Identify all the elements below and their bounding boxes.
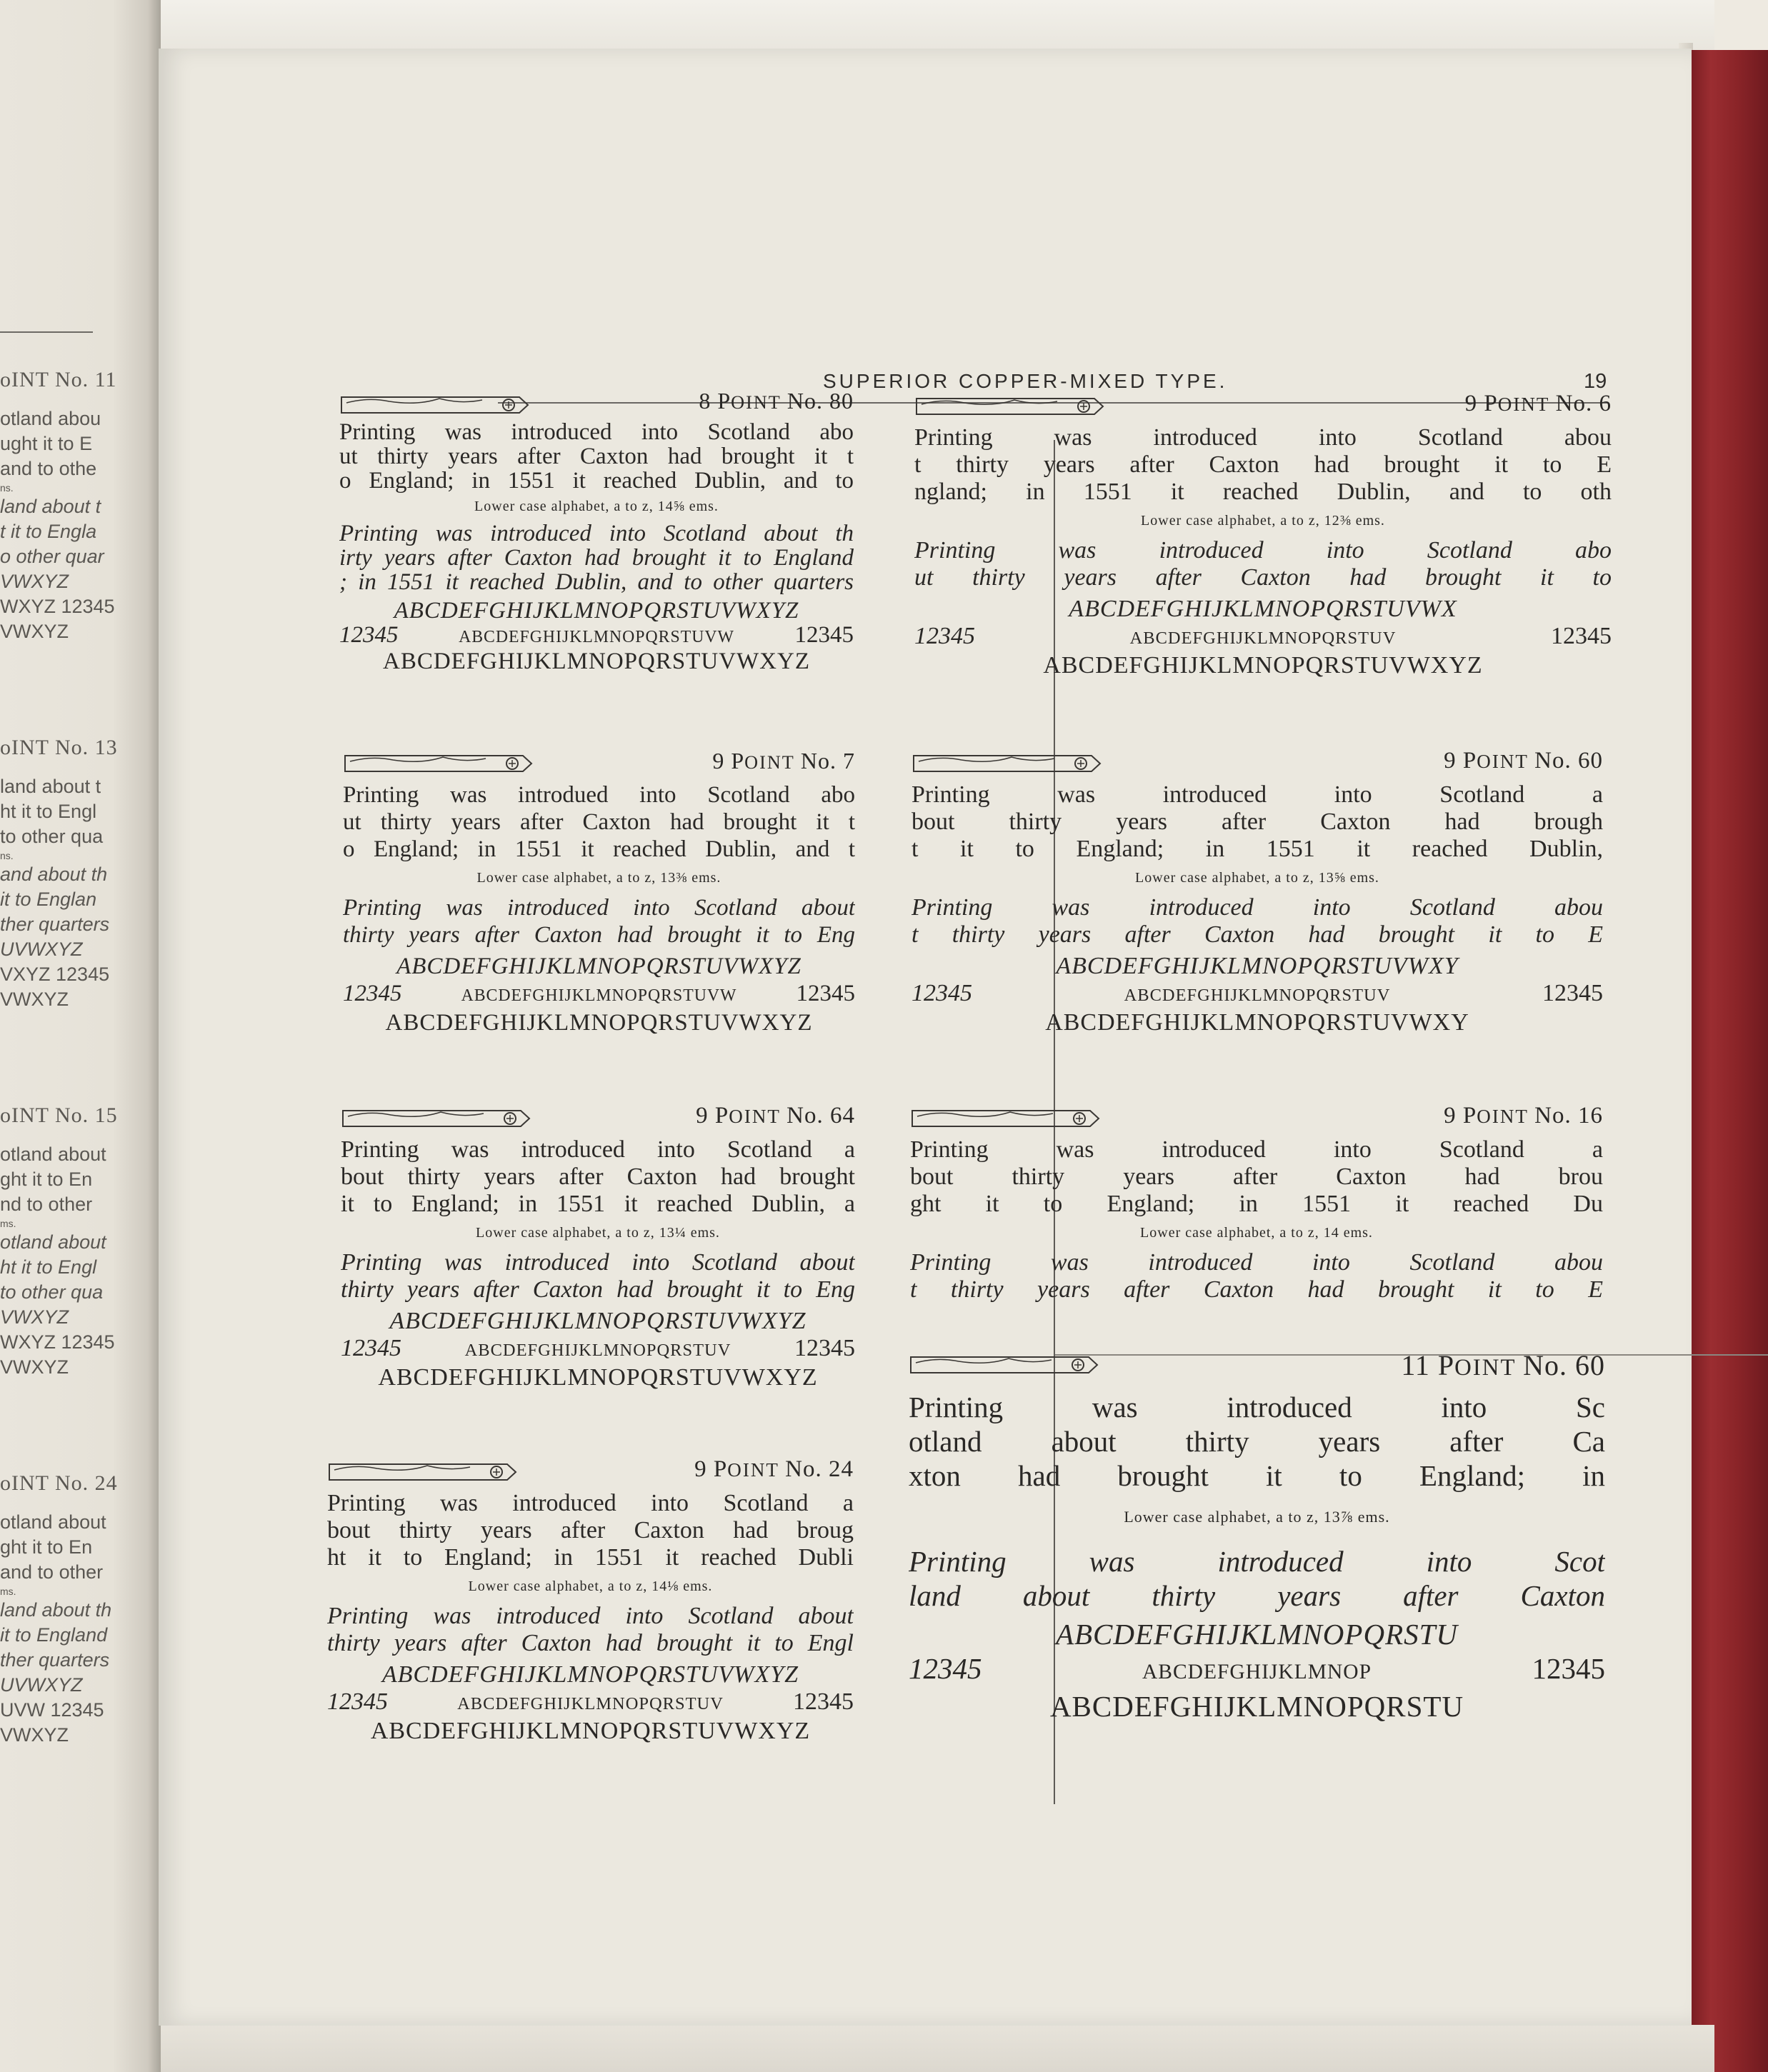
book-cover-right [1692, 50, 1768, 2072]
specimen-roman-line: ht it to England; in 1551 it reached Dubli [327, 1544, 854, 1571]
book-top-edge [107, 0, 1714, 50]
specimen-small-caps: ABCDEFGHIJKLMNOP [1142, 1661, 1372, 1683]
specimen-point-size: 8 [699, 388, 718, 414]
specimen-italic-line: t thirty years after Caxton had brought it to E [910, 1276, 1603, 1303]
specimen-roman-line: ngland; in 1551 it reached Dublin, and to oth [914, 479, 1612, 505]
specimen-italic-caps: ABCDEFGHIJKLMNOPQRSTUVWXYZ [394, 599, 799, 623]
specimen-roman-line: o England; in 1551 it reached Dublin, and to [339, 469, 854, 493]
specimen-small-caps: ABCDEFGHIJKLMNOPQRSTUV [1124, 986, 1391, 1005]
left-page-line: ht it to Engl [0, 1256, 97, 1278]
specimen-title [1444, 747, 1603, 775]
specimen-title [696, 1102, 855, 1130]
page-number: 19 [1584, 370, 1607, 393]
left-page-heading: oINT No. 13 [0, 736, 118, 759]
specimen-9pt-60 [912, 747, 1603, 1036]
left-page-line: UVWXYZ [0, 939, 83, 960]
left-page-line: ght it to En [0, 1168, 93, 1190]
left-page-line: otland about [0, 1511, 106, 1533]
specimen-figures-row [343, 980, 855, 1009]
specimen-title [1444, 1102, 1603, 1130]
type-gauge-icon [910, 1105, 1103, 1131]
specimen-11pt-60 [909, 1348, 1605, 1723]
specimen-roman-caps: ABCDEFGHIJKLMNOPQRSTUVWXYZ [1043, 652, 1483, 679]
specimen-point-label: P [714, 1103, 729, 1128]
specimen-italic-figures: 12345 [327, 1688, 388, 1715]
specimen-roman-line: Printing was introduced into Scotland a [341, 1136, 855, 1163]
specimen-italic-caps: ABCDEFGHIJKLMNOPQRSTUVWX [1069, 596, 1457, 622]
book-bottom-edge [114, 2025, 1714, 2072]
specimen-italic-line: t thirty years after Caxton had brought it to E [912, 921, 1603, 948]
left-page-line: otland about [0, 1231, 106, 1253]
specimen-figures-row [912, 980, 1603, 1009]
specimen-italic-figures: 12345 [912, 980, 972, 1006]
specimen-heading [912, 747, 1603, 781]
specimen-italic-line: ; in 1551 it reached Dublin, and to other quarters [339, 570, 854, 594]
specimen-roman-caps: ABCDEFGHIJKLMNOPQRSTUVWXYZ [378, 1364, 818, 1391]
left-page-line: ms. [0, 1586, 16, 1597]
specimen-number: No. 16 [1534, 1103, 1603, 1128]
specimen-roman-figures: 12345 [794, 1335, 855, 1361]
left-page-line: ught it to E [0, 433, 93, 454]
specimen-roman-caps: ABCDEFGHIJKLMNOPQRSTUVWXYZ [370, 1718, 811, 1744]
specimen-italic-line: land about thirty years after Caxton [909, 1579, 1605, 1612]
left-page-line: WXYZ 12345 [0, 596, 115, 617]
specimen-roman-line: ut thirty years after Caxton had brought it t [339, 444, 854, 469]
specimen-point-label-rest: OINT [727, 1459, 786, 1481]
specimen-small-caps: ABCDEFGHIJKLMNOPQRSTUV [1129, 629, 1397, 648]
specimen-point-label: P [713, 1456, 728, 1482]
specimen-roman-line: Printing was introduced into Scotland a [910, 1136, 1603, 1163]
specimen-roman-line: Printing was introduced into Sc [909, 1391, 1605, 1423]
left-page-line: nd to other [0, 1193, 93, 1215]
specimen-roman-figures: 12345 [1532, 1652, 1605, 1685]
type-gauge-icon [339, 391, 532, 417]
left-page-line: land about t [0, 496, 101, 517]
specimen-heading [909, 1348, 1605, 1390]
specimen-figures-row [341, 1335, 855, 1364]
specimen-roman-line: Printing was introduced into Scotland a [912, 781, 1603, 808]
type-gauge-icon [909, 1351, 1102, 1377]
left-page-line: ght it to En [0, 1536, 93, 1558]
specimen-italic-line: thirty years after Caxton had brought it to Engl [327, 1630, 854, 1656]
running-head: SUPERIOR COPPER-MIXED TYPE. [823, 370, 1228, 392]
left-page-line: and to othe [0, 458, 97, 479]
specimen-point-label-rest: OINT [729, 1106, 787, 1127]
specimen-point-size: 9 [1464, 391, 1484, 416]
specimen-roman-line: bout thirty years after Caxton had brough [912, 809, 1603, 835]
specimen-title [694, 1456, 854, 1483]
specimen-roman-line: t it to England; in 1551 it reached Dublin, [912, 836, 1603, 862]
specimen-italic-line: Printing was introduced into Scotland abou [910, 1249, 1603, 1276]
left-page-line: VWXYZ [0, 571, 69, 592]
specimen-title [699, 389, 854, 415]
specimen-note: Lower case alphabet, a to z, 13⅞ ems. [1124, 1508, 1390, 1526]
specimen-italic-figures: 12345 [341, 1335, 401, 1361]
left-page-line: VXYZ 12345 [0, 964, 110, 985]
left-page-rule [0, 331, 93, 333]
left-page-line: ht it to Engl [0, 801, 97, 822]
left-page-line: ns. [0, 850, 14, 861]
left-page-heading: oINT No. 15 [0, 1103, 118, 1127]
specimen-italic-caps: ABCDEFGHIJKLMNOPQRSTUVWXYZ [396, 954, 801, 979]
specimen-roman-line: bout thirty years after Caxton had brou [910, 1163, 1603, 1190]
specimen-note: Lower case alphabet, a to z, 13¼ ems. [476, 1225, 720, 1241]
specimen-8pt-80 [339, 389, 854, 674]
specimen-title [1465, 390, 1612, 418]
specimen-roman-figures: 12345 [792, 1688, 854, 1715]
specimen-9pt-7 [343, 747, 855, 1036]
specimen-roman-caps: ABCDEFGHIJKLMNOPQRSTUVWXY [1045, 1009, 1469, 1036]
specimen-number: No. 6 [1555, 391, 1612, 416]
specimen-point-label-rest: OINT [1477, 1106, 1535, 1127]
specimen-roman-line: bout thirty years after Caxton had broug [327, 1517, 854, 1543]
specimen-note: Lower case alphabet, a to z, 14⅝ ems. [474, 499, 719, 514]
specimen-note: Lower case alphabet, a to z, 13⅝ ems. [1135, 870, 1379, 886]
left-page-line: UVWXYZ [0, 1674, 83, 1696]
left-page-line: and about th [0, 864, 108, 885]
left-page-heading: oINT No. 24 [0, 1471, 118, 1495]
specimen-roman-line: xton had brought it to England; in [909, 1459, 1605, 1492]
left-page-line: VWXYZ [0, 1724, 69, 1746]
left-page-line: ms. [0, 1218, 16, 1229]
specimen-point-label-rest: OINT [744, 752, 801, 773]
type-gauge-icon [912, 750, 1104, 776]
left-page-line: WXYZ 12345 [0, 1331, 115, 1353]
specimen-figures-row [339, 623, 854, 649]
type-gauge-icon [914, 393, 1107, 419]
specimen-italic-caps: ABCDEFGHIJKLMNOPQRSTUVWXY [1056, 953, 1459, 979]
specimen-roman-figures: 12345 [794, 622, 854, 648]
specimen-point-size: 9 [694, 1456, 714, 1482]
specimen-italic-line: Printing was introduced into Scotland about th [339, 521, 854, 546]
specimen-point-label: P [1484, 391, 1498, 416]
left-page-specimen [0, 368, 117, 644]
specimen-point-size: 9 [1444, 748, 1463, 774]
specimen-small-caps: ABCDEFGHIJKLMNOPQRSTUVW [461, 986, 737, 1005]
specimen-point-size: 11 [1401, 1349, 1438, 1381]
left-page-line: ns. [0, 482, 14, 494]
left-page-line: VWXYZ [0, 621, 69, 642]
specimen-9pt-6 [914, 390, 1612, 679]
specimen-9pt-16 [910, 1102, 1603, 1303]
specimen-italic-line: irty years after Caxton had brought it to England [339, 546, 854, 570]
specimen-point-label-rest: OINT [1477, 751, 1535, 772]
specimen-point-label-rest: OINT [1454, 1355, 1524, 1381]
specimen-italic-line: Printing was introduced into Scotland about [341, 1249, 855, 1276]
left-page-line: it to England [0, 1624, 108, 1646]
left-page-line: VWXYZ [0, 989, 69, 1010]
specimen-figures-row [914, 623, 1612, 652]
left-page-line: t it to Engla [0, 521, 97, 542]
specimen-number: No. 64 [786, 1103, 855, 1128]
type-gauge-icon [341, 1105, 534, 1131]
specimen-italic-line: ut thirty years after Caxton had brought it to [914, 564, 1612, 591]
left-page-line: o other quar [0, 546, 104, 567]
specimen-italic-figures: 12345 [343, 981, 402, 1006]
left-page-line: ther quarters [0, 1649, 110, 1671]
specimen-roman-line: Printing was introduced into Scotland abo [339, 420, 854, 444]
specimen-point-label: P [1462, 748, 1477, 774]
specimen-figures-row [327, 1688, 854, 1718]
specimen-small-caps: ABCDEFGHIJKLMNOPQRSTUV [464, 1341, 731, 1360]
specimen-roman-line: it to England; in 1551 it reached Dublin, a [341, 1191, 855, 1217]
specimen-point-label-rest: OINT [731, 392, 787, 413]
specimen-point-size: 9 [712, 748, 731, 774]
specimen-title [712, 747, 855, 776]
specimen-title [1401, 1348, 1605, 1385]
specimen-point-label: P [1462, 1103, 1477, 1128]
type-gauge-icon [327, 1458, 520, 1484]
specimen-italic-figures: 12345 [914, 623, 975, 649]
specimen-small-caps: ABCDEFGHIJKLMNOPQRSTUVW [459, 628, 734, 646]
left-page-line: to other qua [0, 1281, 104, 1303]
specimen-point-label: P [1437, 1349, 1455, 1381]
left-page-line: land about th [0, 1599, 112, 1621]
specimen-roman-line: Printing was introduced into Scotland abou [914, 424, 1612, 451]
specimen-roman-caps: ABCDEFGHIJKLMNOPQRSTU [1049, 1690, 1464, 1723]
specimen-italic-caps: ABCDEFGHIJKLMNOPQRSTUVWXYZ [389, 1308, 806, 1334]
specimen-roman-line: t thirty years after Caxton had brought it to E [914, 451, 1612, 478]
specimen-roman-figures: 12345 [796, 981, 855, 1006]
specimen-roman-line: o England; in 1551 it reached Dublin, and t [343, 836, 855, 862]
specimen-number: No. 7 [800, 748, 855, 774]
left-page-line: and to other [0, 1561, 104, 1583]
specimen-italic-figures: 12345 [339, 622, 399, 648]
specimen-note: Lower case alphabet, a to z, 14 ems. [1140, 1225, 1373, 1241]
specimen-italic-line: Printing was introduced into Scotland abo [914, 537, 1612, 564]
left-page-line: ther quarters [0, 914, 110, 935]
specimen-roman-line: ght it to England; in 1551 it reached Du [910, 1191, 1603, 1217]
specimen-heading [341, 1102, 855, 1136]
specimen-9pt-24 [327, 1456, 854, 1745]
specimen-heading [914, 390, 1612, 424]
specimen-heading [910, 1102, 1603, 1136]
left-page-line: land about t [0, 776, 101, 797]
specimen-heading [327, 1456, 854, 1490]
specimen-roman-figures: 12345 [1542, 980, 1603, 1006]
specimen-italic-line: Printing was introduced into Scotland abou [912, 894, 1603, 921]
left-page-line: VWXYZ [0, 1306, 69, 1328]
left-page-heading: oINT No. 11 [0, 368, 117, 391]
specimen-roman-line: bout thirty years after Caxton had brought [341, 1163, 855, 1190]
specimen-roman-caps: ABCDEFGHIJKLMNOPQRSTUVWXYZ [382, 649, 811, 674]
specimen-italic-caps: ABCDEFGHIJKLMNOPQRSTU [1055, 1618, 1459, 1651]
specimen-9pt-64 [341, 1102, 855, 1391]
left-page-line: otland about [0, 1143, 106, 1165]
specimen-roman-line: Printing was introdued into Scotland abo [343, 782, 855, 808]
specimen-italic-line: Printing was introduced into Scotland about [327, 1603, 854, 1629]
specimen-number: No. 60 [1534, 748, 1603, 774]
specimen-roman-line: Printing was introduced into Scotland a [327, 1490, 854, 1516]
left-page-specimen [0, 736, 118, 1012]
specimen-number: No. 24 [785, 1456, 854, 1482]
specimen-point-size: 9 [1444, 1103, 1463, 1128]
specimen-heading [343, 747, 855, 781]
left-page-line: it to Englan [0, 889, 97, 910]
specimen-note: Lower case alphabet, a to z, 14⅛ ems. [468, 1578, 713, 1594]
specimen-italic-line: Printing was introduced into Scotland about [343, 895, 855, 921]
specimen-figures-row [909, 1651, 1605, 1689]
left-page [0, 0, 161, 2072]
left-page-specimen [0, 1471, 118, 1748]
specimen-number: No. 60 [1523, 1349, 1605, 1381]
left-page-line: UVW 12345 [0, 1699, 104, 1721]
left-page-specimen [0, 1103, 118, 1380]
specimen-number: No. 80 [786, 388, 854, 414]
specimen-roman-line: otland about thirty years after Ca [909, 1425, 1605, 1458]
left-page-line: VWXYZ [0, 1356, 69, 1378]
specimen-italic-figures: 12345 [909, 1652, 982, 1685]
specimen-small-caps: ABCDEFGHIJKLMNOPQRSTUV [457, 1694, 724, 1713]
type-gauge-icon [343, 750, 536, 776]
specimen-roman-line: ut thirty years after Caxton had brought it t [343, 809, 855, 835]
specimen-roman-figures: 12345 [1550, 623, 1612, 649]
specimen-heading [339, 389, 854, 420]
specimen-point-label-rest: OINT [1497, 394, 1556, 415]
specimen-roman-caps: ABCDEFGHIJKLMNOPQRSTUVWXYZ [385, 1010, 813, 1036]
specimen-note: Lower case alphabet, a to z, 12⅜ ems. [1141, 513, 1385, 529]
right-page [159, 49, 1692, 2026]
specimen-italic-caps: ABCDEFGHIJKLMNOPQRSTUVWXYZ [381, 1661, 799, 1688]
specimen-point-label: P [731, 748, 745, 774]
specimen-point-size: 9 [696, 1103, 715, 1128]
specimen-italic-line: Printing was introduced into Scot [909, 1545, 1605, 1578]
specimen-italic-line: thirty years after Caxton had brought it to Eng [343, 922, 855, 948]
left-page-line: to other qua [0, 826, 104, 847]
specimen-point-label: P [717, 388, 731, 414]
specimen-italic-line: thirty years after Caxton had brought it to Eng [341, 1276, 855, 1303]
left-page-line: otland abou [0, 408, 101, 429]
specimen-note: Lower case alphabet, a to z, 13⅜ ems. [476, 870, 721, 886]
